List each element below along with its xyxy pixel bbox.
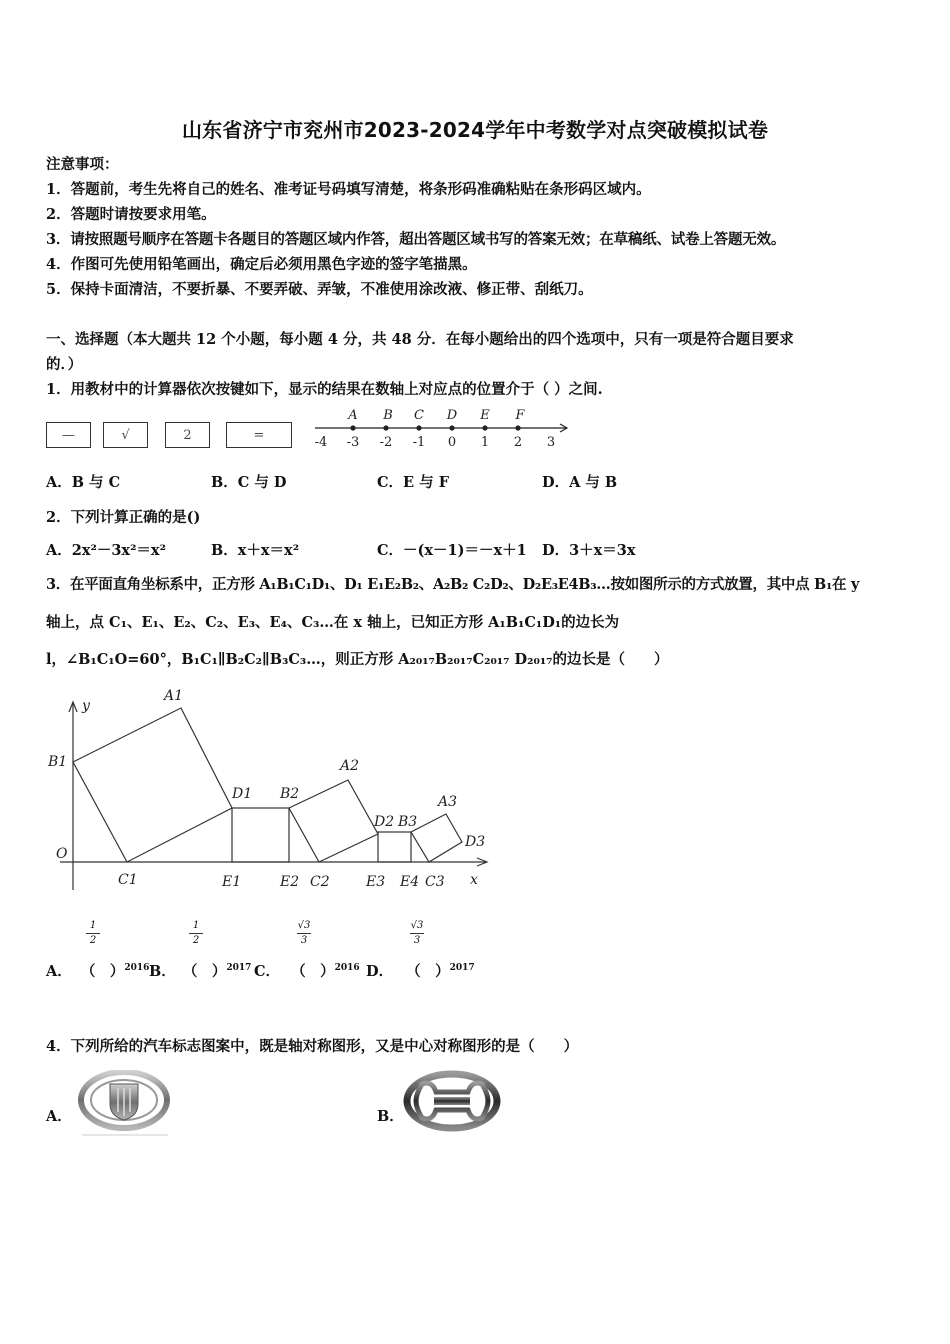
point-label: D xyxy=(446,408,458,423)
tick-label: 2 xyxy=(513,435,523,450)
calc-key-equals: = xyxy=(226,422,292,448)
logo-b-hino-icon[interactable] xyxy=(402,1070,502,1132)
point-label: B xyxy=(383,408,393,423)
point-label: C xyxy=(414,408,424,423)
point-d xyxy=(449,425,454,430)
q4-option-b-label[interactable]: B． xyxy=(377,1108,404,1125)
section-heading: 一、选择题（本大题共 12 个小题，每小题 4 分，共 48 分．在每小题给出的四个选项中，只有一项是符合题目要求 xyxy=(46,331,794,348)
note-item: 4．作图可先使用铅笔画出，确定后必须用黑色字迹的签字笔描黑。 xyxy=(46,256,477,273)
note-item: 5．保持卡面清洁，不要折暴、不要弄破、弄皱，不准使用涂改液、修正带、刮纸刀。 xyxy=(46,281,593,298)
section-heading-cont: 的．） xyxy=(46,356,83,373)
fig-label: E4 xyxy=(400,874,420,890)
fig-label: x xyxy=(470,872,478,888)
tick-label: -2 xyxy=(379,435,393,450)
point-e xyxy=(482,425,487,430)
q4-option-a-label[interactable]: A． xyxy=(46,1108,72,1125)
fig-label: A3 xyxy=(438,794,458,810)
tick-label: 1 xyxy=(480,435,490,450)
q3-option-b-fraction: 1 2 xyxy=(186,920,206,947)
q3-option-c-fraction: √3 3 xyxy=(297,920,311,946)
q3-option-a[interactable]: A． （ ）$^{2016}$ xyxy=(46,963,150,980)
q2-option-d[interactable]: D．3＋x＝3x xyxy=(542,542,636,559)
fig-label: D2 xyxy=(374,814,395,830)
number-line xyxy=(305,404,580,452)
q3-option-c[interactable]: C． （ ）$^{2016}$ xyxy=(254,963,360,980)
fig-label: y xyxy=(82,698,90,714)
q3-stem-line2: 轴上，点 C₁、E₁、E₂、C₂、E₃、E₄、C₃…在 x 轴上，已知正方形 A₁B₁C₁D₁的边长为 xyxy=(46,614,620,631)
point-a xyxy=(350,425,355,430)
q3-stem-line3: l，∠B₁C₁O=60°，B₁C₁∥B₂C₂∥B₃C₃…，则正方形 A₂₀₁₇B₂₀₁₇C₂₀₁₇ D₂₀₁₇的边长是（ ） xyxy=(46,651,669,668)
note-item: 3．请按照题号顺序在答题卡各题目的答题区域内作答，超出答题区域书写的答案无效；在草稿纸、试卷上答题无效。 xyxy=(46,231,786,248)
q2-option-c[interactable]: C．－(x－1)＝－x＋1 xyxy=(377,542,527,559)
tick-label: 0 xyxy=(447,435,457,450)
note-item: 1．答题前，考生先将自己的姓名、准考证号码填写清楚，将条形码准确粘贴在条形码区域内。 xyxy=(46,181,651,198)
tick-label: -3 xyxy=(346,435,360,450)
tick-label: -1 xyxy=(412,435,426,450)
squares-figure xyxy=(42,680,492,895)
tick-label: 3 xyxy=(546,435,556,450)
fig-label: B1 xyxy=(48,754,68,770)
fig-label: D3 xyxy=(465,834,486,850)
tick-label: -4 xyxy=(314,435,328,450)
q2-option-a[interactable]: A．2x²－3x²＝x² xyxy=(46,542,166,559)
fig-label: C2 xyxy=(310,874,330,890)
q2-option-b[interactable]: B．x＋x＝x² xyxy=(211,542,300,559)
fig-label: B2 xyxy=(280,786,300,802)
q1-option-c[interactable]: C．E 与 F xyxy=(377,474,449,491)
logo-a-great-wall-icon[interactable] xyxy=(78,1070,173,1136)
page-title: 山东省济宁市兖州市2023-2024学年中考数学对点突破模拟试卷 xyxy=(181,118,769,142)
fig-label: D1 xyxy=(232,786,253,802)
point-c xyxy=(416,425,421,430)
notes-heading: 注意事项： xyxy=(46,156,119,173)
point-label: E xyxy=(480,408,490,423)
fig-label: E1 xyxy=(222,874,242,890)
q3-stem-line1: 3．在平面直角坐标系中，正方形 A₁B₁C₁D₁、D₁ E₁E₂B₂、A₂B₂ C₂D₂、D₂E₃E4B₃…按如图所示的方式放置，其中点 B₁在 y xyxy=(46,576,860,593)
point-label: F xyxy=(515,408,525,423)
point-b xyxy=(383,425,388,430)
q1-option-b[interactable]: B．C 与 D xyxy=(211,474,287,491)
q3-option-a-fraction: 1 2 xyxy=(83,920,103,947)
calc-key-sqrt: √ xyxy=(103,422,148,448)
fig-label: C3 xyxy=(425,874,445,890)
fig-label: A2 xyxy=(340,758,360,774)
fig-label: B3 xyxy=(398,814,418,830)
q1-stem: 1．用教材中的计算器依次按键如下，显示的结果在数轴上对应点的位置介于（ ）之间. xyxy=(46,381,603,398)
q4-stem: 4．下列所给的汽车标志图案中，既是轴对称图形，又是中心对称图形的是（ ） xyxy=(46,1038,579,1055)
fig-label: A1 xyxy=(164,688,184,704)
fig-label: E3 xyxy=(366,874,386,890)
point-f xyxy=(515,425,520,430)
fig-label: C1 xyxy=(118,872,138,888)
q1-option-a[interactable]: A．B 与 C xyxy=(46,474,121,491)
q3-option-b[interactable]: B． （ ）$^{2017}$ xyxy=(149,963,252,980)
point-label: A xyxy=(348,408,358,423)
q1-option-d[interactable]: D．A 与 B xyxy=(542,474,618,491)
fig-label: E2 xyxy=(280,874,300,890)
calc-key-minus: — xyxy=(46,422,91,448)
q2-stem: 2．下列计算正确的是() xyxy=(46,509,201,526)
fig-label: O xyxy=(56,846,68,862)
calc-key-2: 2 xyxy=(165,422,210,448)
q3-option-d[interactable]: D． （ ）$^{2017}$ xyxy=(366,963,475,980)
note-item: 2．答题时请按要求用笔。 xyxy=(46,206,216,223)
q3-option-d-fraction: √3 3 xyxy=(410,920,424,946)
